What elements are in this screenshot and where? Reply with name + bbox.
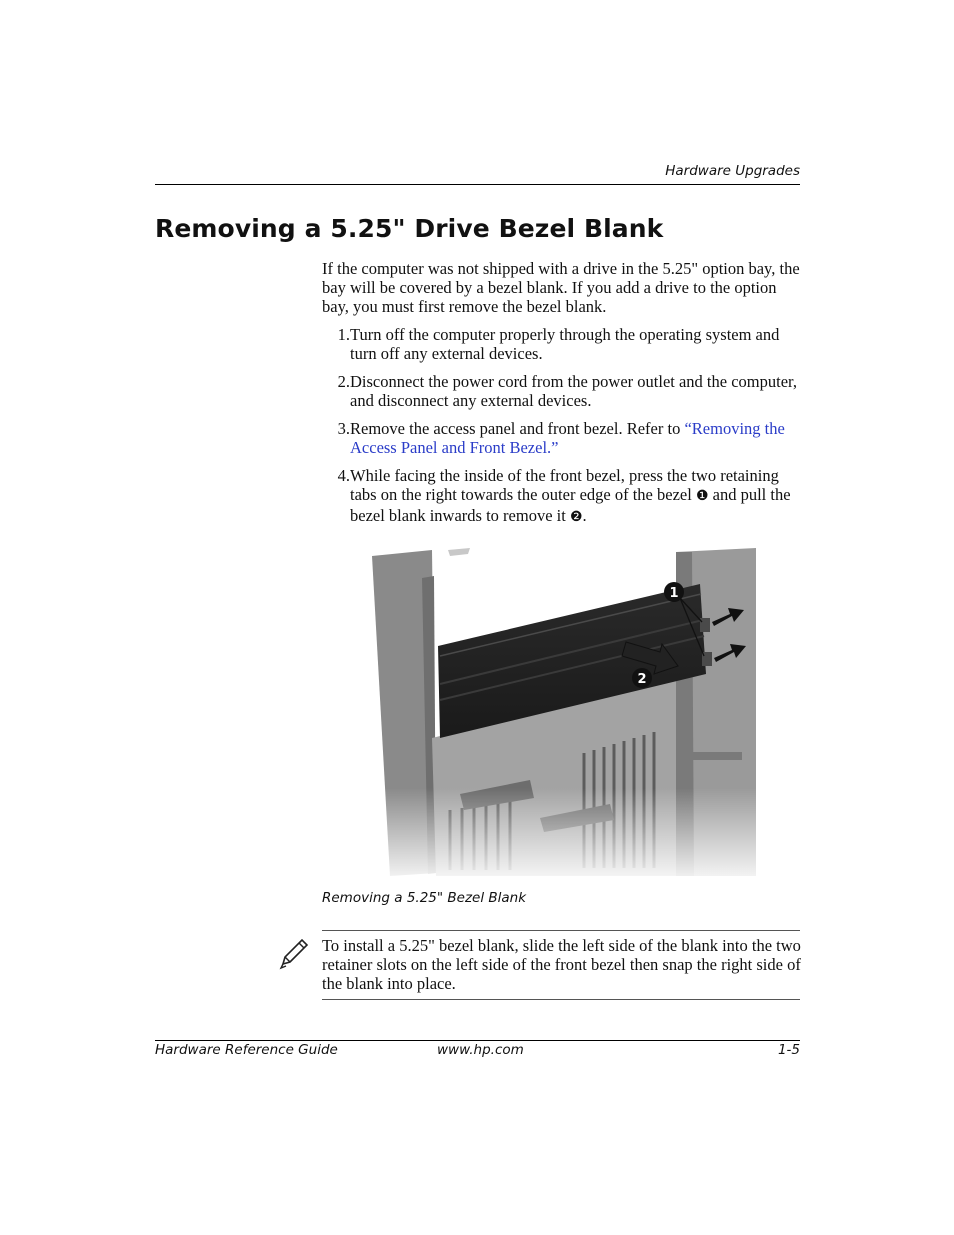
- page-number: 1-5: [777, 1042, 800, 1058]
- callout-1-icon: [664, 582, 684, 602]
- step-text-container: [350, 466, 802, 527]
- callout-1-icon: ❶: [695, 489, 709, 504]
- top-bracket: [448, 548, 470, 556]
- note-rule: [322, 930, 800, 931]
- step-text: .: [582, 506, 587, 525]
- step-text: Remove the access panel and front bezel. Refer to: [350, 419, 685, 438]
- footer-url: www.hp.com: [437, 1042, 524, 1058]
- step-text: and pull the bezel blank inwards to remove it: [350, 485, 791, 525]
- step-number: 1.: [337, 325, 350, 344]
- note-text: To install a 5.25" bezel blank, slide the left side of the blank into the two retainer slots on the left side of the front bezel then snap the right side of the blank into place.: [322, 936, 801, 993]
- running-header: Hardware Upgrades: [665, 163, 800, 179]
- intro-paragraph: If the computer was not shipped with a drive in the 5.25" option bay, the bay will be covered by a bezel blank. If you add a drive to the option bay, you must first remove the bezel blank.: [322, 259, 800, 316]
- figure-callout-label: 2: [637, 672, 647, 687]
- figure-caption: Removing a 5.25" Bezel Blank: [322, 890, 527, 906]
- page-title: Removing a 5.25" Drive Bezel Blank: [155, 214, 664, 243]
- bottom-fade: [370, 788, 762, 878]
- bezel-blank-illustration: [370, 548, 762, 878]
- step-number: 3.: [337, 419, 350, 438]
- step-text: Disconnect the power cord from the power outlet and the computer, and disconnect any external devices.: [350, 372, 797, 410]
- footer-rule: [155, 1040, 800, 1041]
- step-item: [322, 372, 802, 410]
- header-rule: [155, 184, 800, 185]
- note-rule: [322, 999, 800, 1000]
- step-item: [322, 419, 802, 457]
- step-item: [322, 325, 802, 363]
- rail: [690, 752, 742, 760]
- retaining-tab: [700, 618, 710, 632]
- cross-reference-link[interactable]: “Removing the Access Panel and Front Bezel.”: [350, 419, 785, 457]
- callout-2-icon: ❷: [569, 510, 583, 525]
- callout-2-icon: [632, 668, 652, 688]
- step-list: [322, 325, 802, 536]
- step-text: While facing the inside of the front bezel, press the two retaining tabs on the right towards the outer edge of the bezel: [350, 466, 779, 504]
- step-text: Turn off the computer properly through the operating system and turn off any external devices.: [350, 325, 780, 363]
- pencil-note-icon: [277, 936, 311, 970]
- step-item: [322, 466, 802, 527]
- footer-guide-title: Hardware Reference Guide: [155, 1042, 338, 1058]
- step-number: 2.: [337, 372, 350, 391]
- step-text-container: [350, 419, 802, 457]
- figure-callout-label: 1: [669, 586, 679, 601]
- step-number: 4.: [337, 466, 350, 485]
